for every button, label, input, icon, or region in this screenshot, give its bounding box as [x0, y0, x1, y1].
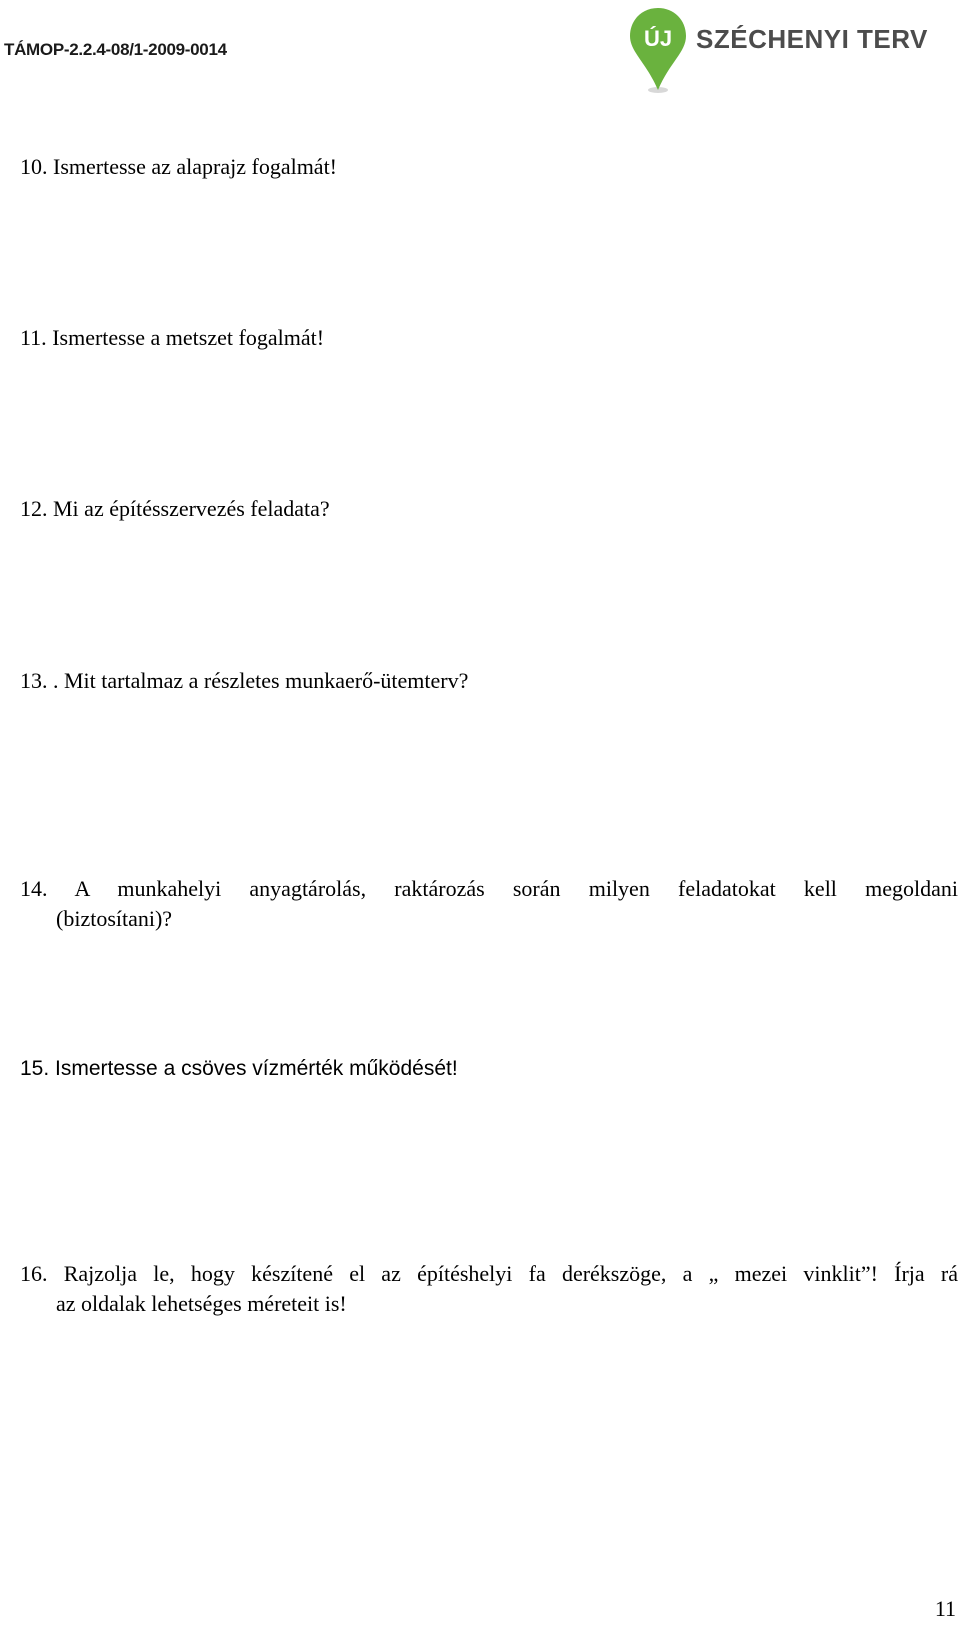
- question-text: Ismertesse a metszet fogalmát!: [52, 325, 325, 350]
- logo-text: SZÉCHENYI TERV: [696, 24, 928, 54]
- szechenyi-terv-logo: [628, 6, 928, 96]
- question-text-line-2: az oldalak lehetséges méreteit is!: [56, 1291, 347, 1316]
- question-12: [20, 494, 958, 524]
- question-10: [20, 152, 958, 182]
- question-text-line-1: A munkahelyi anyagtárolás, raktározás során milyen feladatokat kell megoldani: [74, 876, 958, 901]
- question-text-line-1: Rajzolja le, hogy készítené el az építéshelyi fa derékszöge, a „ mezei vinklit”! Írja rá: [63, 1261, 958, 1286]
- question-text: Mi az építésszervezés feladata?: [53, 496, 330, 521]
- question-13: [20, 666, 958, 696]
- project-code: TÁMOP-2.2.4-08/1-2009-0014: [4, 40, 227, 59]
- question-number: 16.: [20, 1261, 48, 1286]
- question-number: 13.: [20, 668, 48, 693]
- question-11: [20, 323, 958, 353]
- question-text: . Mit tartalmaz a részletes munkaerő-ütemterv?: [53, 668, 469, 693]
- page-number: 11: [934, 1596, 956, 1621]
- question-15: [20, 1054, 958, 1084]
- question-number: 14.: [20, 876, 48, 901]
- question-number: 10.: [20, 154, 48, 179]
- question-16: [20, 1259, 958, 1319]
- question-text: Ismertesse az alaprajz fogalmát!: [53, 154, 338, 179]
- question-text: Ismertesse a csöves vízmérték működését!: [55, 1057, 458, 1080]
- question-number: 12.: [20, 496, 48, 521]
- question-number: 15.: [20, 1057, 50, 1080]
- question-number: 11.: [20, 325, 47, 350]
- question-text-line-2: (biztosítani)?: [56, 906, 173, 931]
- map-pin-icon: [628, 6, 688, 94]
- logo-pin-text: ÚJ: [643, 26, 673, 51]
- question-14: [20, 874, 958, 934]
